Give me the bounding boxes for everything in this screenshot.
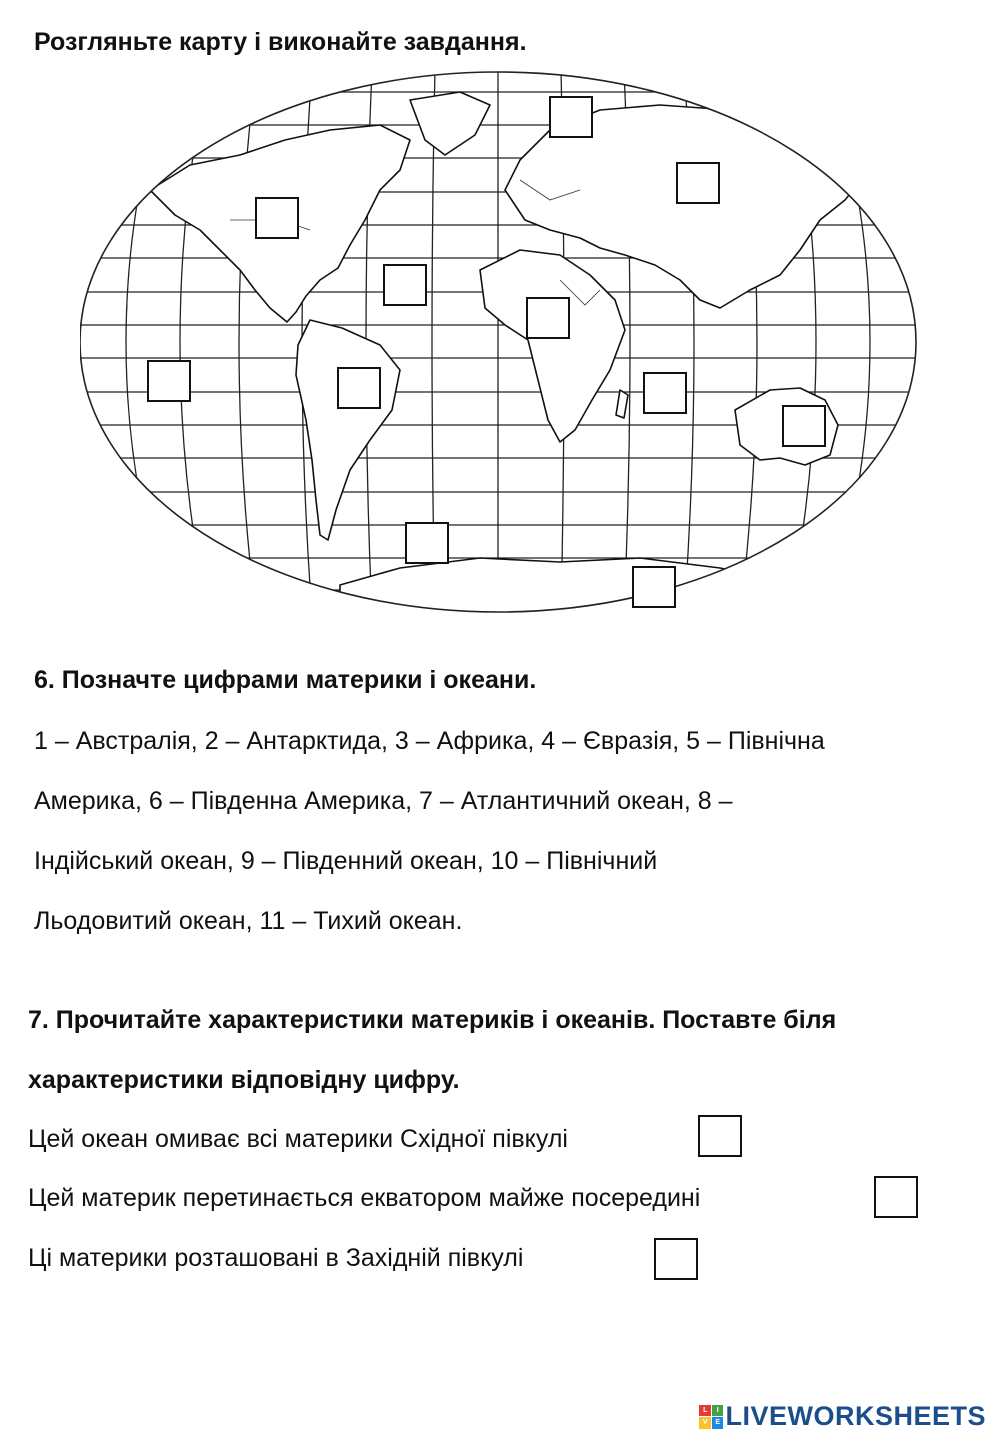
task7-statement-3: Ці материки розташовані в Західній півкулі	[28, 1244, 524, 1272]
logo-letter-v: V	[699, 1417, 711, 1429]
map-answer-box-3[interactable]	[255, 197, 299, 239]
map-answer-box-10[interactable]	[405, 522, 449, 564]
task7-answer-box-1[interactable]	[698, 1115, 742, 1157]
task7-title: 7. Прочитайте характеристики материків і океанів. Поставте біля	[28, 1006, 837, 1034]
map-answer-box-8[interactable]	[643, 372, 687, 414]
map-answer-box-4[interactable]	[383, 264, 427, 306]
liveworksheets-brand	[699, 1401, 986, 1432]
intro-heading: Розгляньте карту і виконайте завдання.	[34, 28, 527, 56]
task7-statement-2: Цей материк перетинається екватором майже посередині	[28, 1184, 701, 1212]
map-answer-box-7[interactable]	[337, 367, 381, 409]
logo-letter-l: L	[699, 1405, 711, 1417]
task6-title: 6. Позначте цифрами материки і океани.	[34, 666, 537, 694]
task6-legend-line: Льодовитий океан, 11 – Тихий океан.	[34, 907, 463, 935]
map-answer-box-2[interactable]	[676, 162, 720, 204]
map-answer-box-9[interactable]	[782, 405, 826, 447]
task6-legend-line: Америка, 6 – Південна Америка, 7 – Атлантичний океан, 8 –	[34, 787, 733, 815]
liveworksheets-logo-icon	[699, 1405, 723, 1429]
task6-legend-line: Індійський океан, 9 – Південний океан, 10 – Північний	[34, 847, 658, 875]
world-map	[80, 70, 920, 615]
map-answer-box-1[interactable]	[549, 96, 593, 138]
liveworksheets-name: LIVEWORKSHEETS	[725, 1401, 986, 1431]
map-answer-box-5[interactable]	[526, 297, 570, 339]
task7-title: характеристики відповідну цифру.	[28, 1066, 460, 1094]
task6-legend-line: 1 – Австралія, 2 – Антарктида, 3 – Африка, 4 – Євразія, 5 – Північна	[34, 727, 825, 755]
logo-letter-i: I	[712, 1405, 724, 1417]
map-answer-box-6[interactable]	[147, 360, 191, 402]
task7-statement-1: Цей океан омиває всі материки Східної півкулі	[28, 1125, 568, 1153]
task7-answer-box-2[interactable]	[874, 1176, 918, 1218]
logo-letter-e: E	[712, 1417, 724, 1429]
map-answer-box-11[interactable]	[632, 566, 676, 608]
task7-answer-box-3[interactable]	[654, 1238, 698, 1280]
